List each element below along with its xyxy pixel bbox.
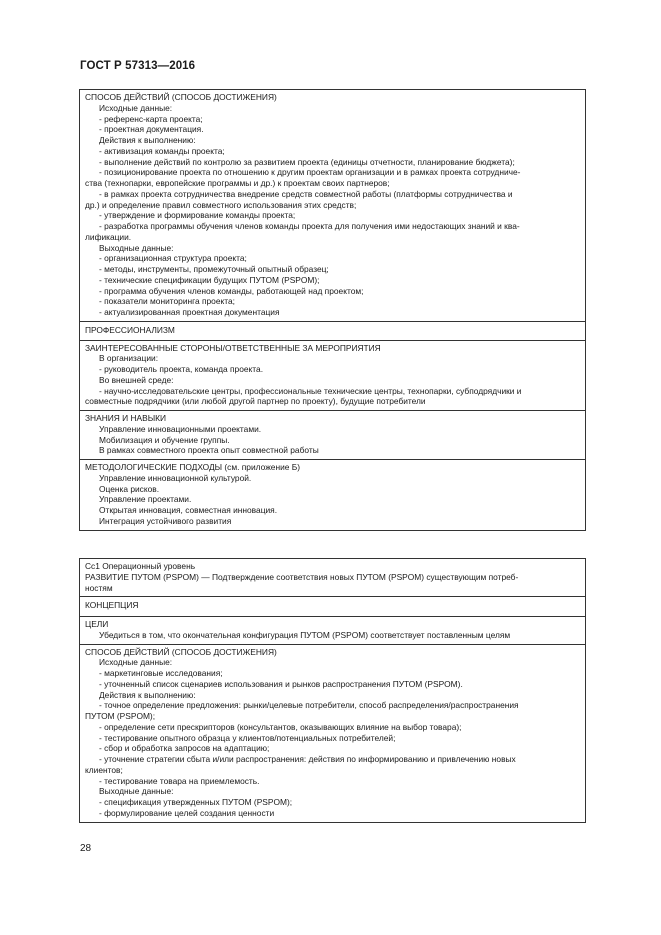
- goals-cell: [80, 616, 585, 644]
- list-item-continued: совместные подрядчики (или любой другой партнер по проекту), будущие потребители: [85, 396, 426, 407]
- list-item: - спецификация утвержденных ПУТОМ (PSPOM);: [99, 797, 293, 807]
- process-title-continued: ностям: [85, 582, 113, 593]
- list-item: - маркетинговые исследования;: [99, 668, 223, 678]
- list-item: - активизация команды проекта;: [99, 145, 225, 156]
- method-heading: СПОСОБ ДЕЙСТВИЙ (СПОСОБ ДОСТИЖЕНИЯ): [85, 92, 277, 102]
- skills-heading: ЗНАНИЯ И НАВЫКИ: [85, 413, 167, 423]
- list-item: - референс-карта проекта;: [99, 113, 203, 124]
- output-label: Выходные данные:: [99, 242, 174, 253]
- skills-cell: [80, 410, 585, 459]
- list-item: Управление инновационными проектами.: [99, 423, 262, 434]
- list-item: В рамках совместного проекта опыт совместной работы: [99, 445, 319, 456]
- list-item-continued: клиентов;: [85, 764, 123, 775]
- output-label: Выходные данные:: [99, 786, 174, 797]
- list-item: - руководитель проекта, команда проекта.: [99, 364, 264, 374]
- list-item-continued: ПУТОМ (PSPOM);: [85, 711, 156, 721]
- list-item: - формулирование целей создания ценности: [99, 807, 275, 818]
- method-heading: СПОСОБ ДЕЙСТВИЙ (СПОСОБ ДОСТИЖЕНИЯ): [85, 646, 277, 657]
- stakeholders-heading: ЗАИНТЕРЕСОВАННЫЕ СТОРОНЫ/ОТВЕТСТВЕННЫЕ ЗА МЕРОПРИЯТИЯ: [85, 342, 381, 353]
- list-item: - уточненный список сценариев использования и рынков распространения ПУТОМ (PSPOM).: [99, 678, 463, 689]
- list-item: - актуализированная проектная документация: [99, 307, 280, 317]
- intro-cell: [80, 559, 585, 596]
- table-continuation: [79, 89, 586, 531]
- list-item: - в рамках проекта сотрудничества внедрение средств совместной работы (платформы сотрудничества и: [99, 188, 513, 199]
- method-cell: [80, 644, 585, 822]
- list-item: - программа обучения членов команды, работающей над проектом;: [99, 285, 364, 296]
- list-item: - методы, инструменты, промежуточный опытный образец;: [99, 264, 329, 274]
- list-item: - показатели мониторинга проекта;: [99, 296, 235, 307]
- level-label: Cc1 Операционный уровень: [85, 561, 196, 571]
- list-item: Интеграция устойчивого развития: [99, 515, 232, 526]
- document-header: ГОСТ Р 57313—2016: [80, 60, 196, 72]
- list-item: - точное определение предложения: рынки/целевые потребители, способ распределения/распространения: [99, 700, 519, 711]
- list-item-continued: лификации.: [85, 231, 132, 242]
- list-item: - утверждение и формирование команды проекта;: [99, 210, 296, 221]
- list-item: Оценка рисков.: [99, 483, 160, 494]
- list-item: - сбор и обработка запросов на адаптацию;: [99, 743, 270, 754]
- list-item: - технические спецификации будущих ПУТОМ (PSPOM);: [99, 274, 320, 285]
- list-item: Управление инновационной культурой.: [99, 472, 252, 483]
- actions-label: Действия к выполнению:: [99, 689, 196, 700]
- list-item: Мобилизация и обучение группы.: [99, 434, 230, 445]
- process-title: РАЗВИТИЕ ПУТОМ (PSPOM) — Подтверждение соответствия новых ПУТОМ (PSPOM) существующим потреб-: [85, 571, 519, 582]
- methods-heading: МЕТОДОЛОГИЧЕСКИЕ ПОДХОДЫ (см. приложение Б): [85, 462, 301, 472]
- list-item: - тестирование опытного образца у клиентов/потенциальных потребителей;: [99, 732, 396, 743]
- concept-cell: [80, 596, 585, 616]
- list-item: - разработка программы обучения членов команды проекта для получения ими недостающих знаний и ква-: [99, 221, 520, 231]
- methods-cell: [80, 459, 585, 530]
- page-number: 28: [80, 843, 92, 854]
- inside-label: В организации:: [99, 353, 159, 364]
- professionalism-heading: ПРОФЕССИОНАЛИЗМ: [85, 324, 175, 335]
- concept-heading: КОНЦЕПЦИЯ: [85, 600, 139, 611]
- list-item: - проектная документация.: [99, 124, 204, 135]
- stakeholders-cell: [80, 340, 585, 411]
- table-operational-level: [79, 558, 586, 823]
- input-label: Исходные данные:: [99, 657, 173, 668]
- input-label: Исходные данные:: [99, 102, 173, 113]
- list-item: Управление проектами.: [99, 494, 192, 505]
- list-item: - выполнение действий по контролю за развитием проекта (единицы отчетности, планирование бюджета);: [99, 156, 515, 167]
- list-item: - научно-исследовательские центры, профессиональные технические центры, технопарки, субподрядчики и: [99, 385, 522, 396]
- goals-text: Убедиться в том, что окончательная конфигурация ПУТОМ (PSPOM) соответствует поставленным целям: [99, 629, 511, 640]
- outside-label: Во внешней среде:: [99, 374, 174, 385]
- list-item: - определение сети прескрипторов (консультантов, оказывающих влияние на выбор товара);: [99, 721, 462, 732]
- list-item: - тестирование товара на приемлемость.: [99, 775, 260, 786]
- list-item: - позиционирование проекта по отношению к другим проектам организации и в рамках проекта сотрудниче-: [99, 167, 521, 178]
- list-item: - уточнение стратегии сбыта и/или распространения: действия по информированию и привлечению новых: [99, 754, 516, 764]
- goals-heading: ЦЕЛИ: [85, 619, 109, 629]
- list-item: - организационная структура проекта;: [99, 253, 247, 264]
- list-item: Открытая инновация, совместная инновация.: [99, 505, 278, 515]
- list-item-continued: ства (технопарки, европейские программы и др.) к проектам своих партнеров;: [85, 178, 390, 188]
- method-cell: [80, 90, 585, 321]
- list-item-continued: др.) и определение правил совместного использования этих средств;: [85, 199, 357, 210]
- actions-label: Действия к выполнению:: [99, 135, 196, 145]
- professionalism-cell: [80, 321, 585, 340]
